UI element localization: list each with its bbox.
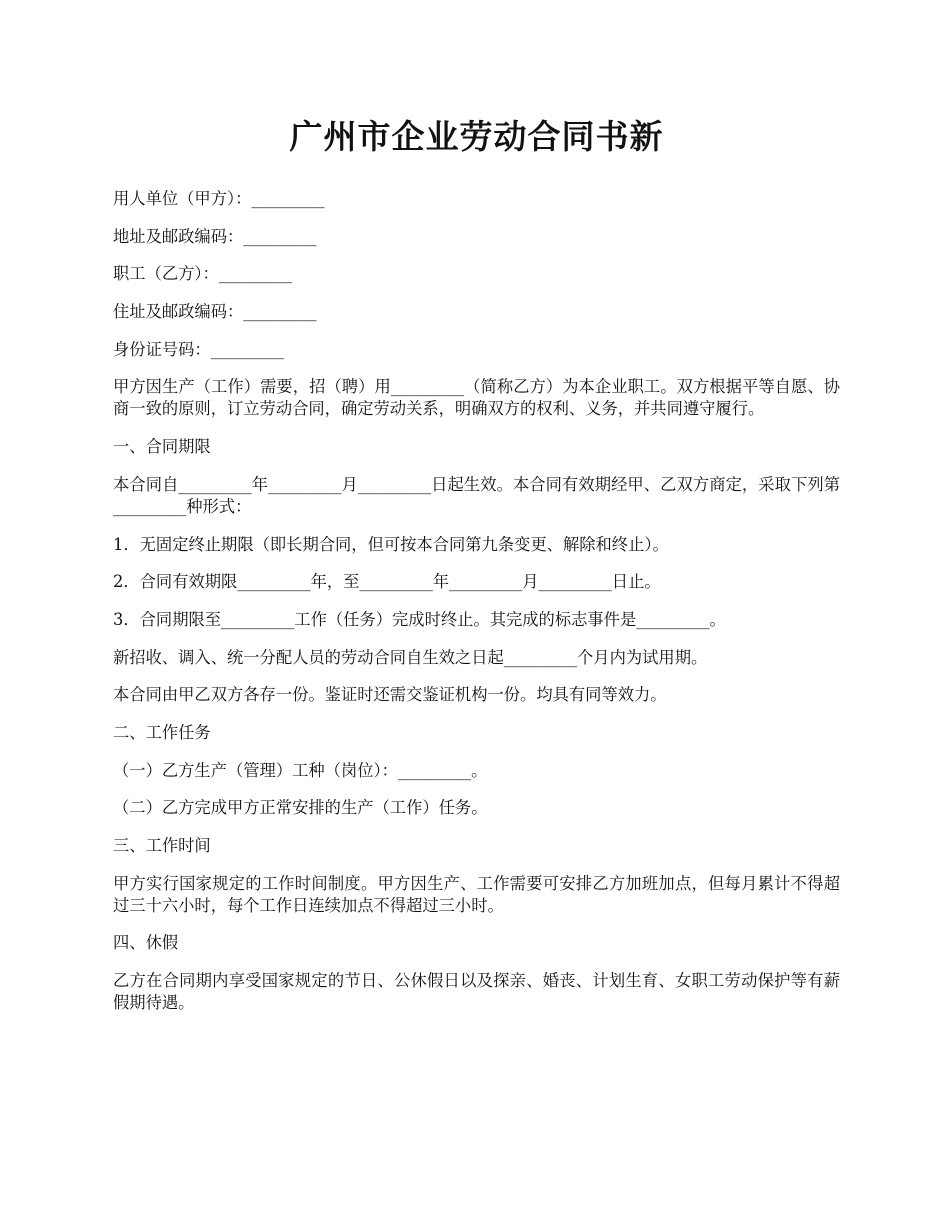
preamble-paragraph: 甲方因生产（工作）需要，招（聘）用_________（简称乙方）为本企业职工。双方根据平等自愿、协商一致的原则，订立劳动合同，确定劳动关系，明确双方的权利、义务，并共同遵守履行。 — [113, 377, 840, 419]
document-title: 广州市企业劳动合同书新 — [289, 117, 664, 156]
term-option-3: 3．合同期限至_________工作（任务）完成时终止。其完成的标志事件是_________。 — [113, 609, 726, 629]
leave-paragraph: 乙方在合同期内享受国家规定的节日、公休假日以及探亲、婚丧、计划生育、女职工劳动保护等有薪假期待遇。 — [113, 971, 840, 1013]
contract-term-paragraph: 本合同自_________年_________月_________日起生效。本合同有效期经甲、乙双方商定，采取下列第_________种形式： — [113, 474, 840, 516]
field-id-number: 身份证号码：_________ — [113, 339, 284, 359]
section-heading-work-tasks: 二、工作任务 — [113, 722, 211, 742]
field-employer: 用人单位（甲方）：_________ — [113, 189, 325, 208]
term-option-2: 2．合同有效期限_________年，至_________年_________月_________日止。 — [113, 572, 661, 592]
document-page — [113, 108, 840, 1030]
work-task-item-1: （一）乙方生产（管理）工种（岗位）：_________。 — [113, 760, 488, 780]
section-heading-contract-term: 一、合同期限 — [113, 437, 211, 457]
section-heading-leave: 四、休假 — [113, 933, 179, 953]
field-employee-address: 住址及邮政编码：_________ — [113, 302, 317, 322]
field-employer-address: 地址及邮政编码：_________ — [113, 226, 317, 246]
field-employee: 职工（乙方）：_________ — [113, 264, 293, 284]
section-heading-work-hours: 三、工作时间 — [113, 836, 211, 855]
term-option-1: 1．无固定终止期限（即长期合同，但可按本合同第九条变更、解除和终止）。 — [113, 534, 669, 554]
work-hours-paragraph: 甲方实行国家规定的工作时间制度。甲方因生产、工作需要可安排乙方加班加点，但每月累计不得超过三十六小时，每个工作日连续加点不得超过三小时。 — [113, 873, 840, 915]
copies-paragraph: 本合同由甲乙双方各存一份。鉴证时还需交鉴证机构一份。均具有同等效力。 — [113, 685, 667, 705]
probation-paragraph: 新招收、调入、统一分配人员的劳动合同自生效之日起_________个月内为试用期。 — [113, 647, 708, 667]
work-task-item-2: （二）乙方完成甲方正常安排的生产（工作）任务。 — [113, 798, 488, 818]
